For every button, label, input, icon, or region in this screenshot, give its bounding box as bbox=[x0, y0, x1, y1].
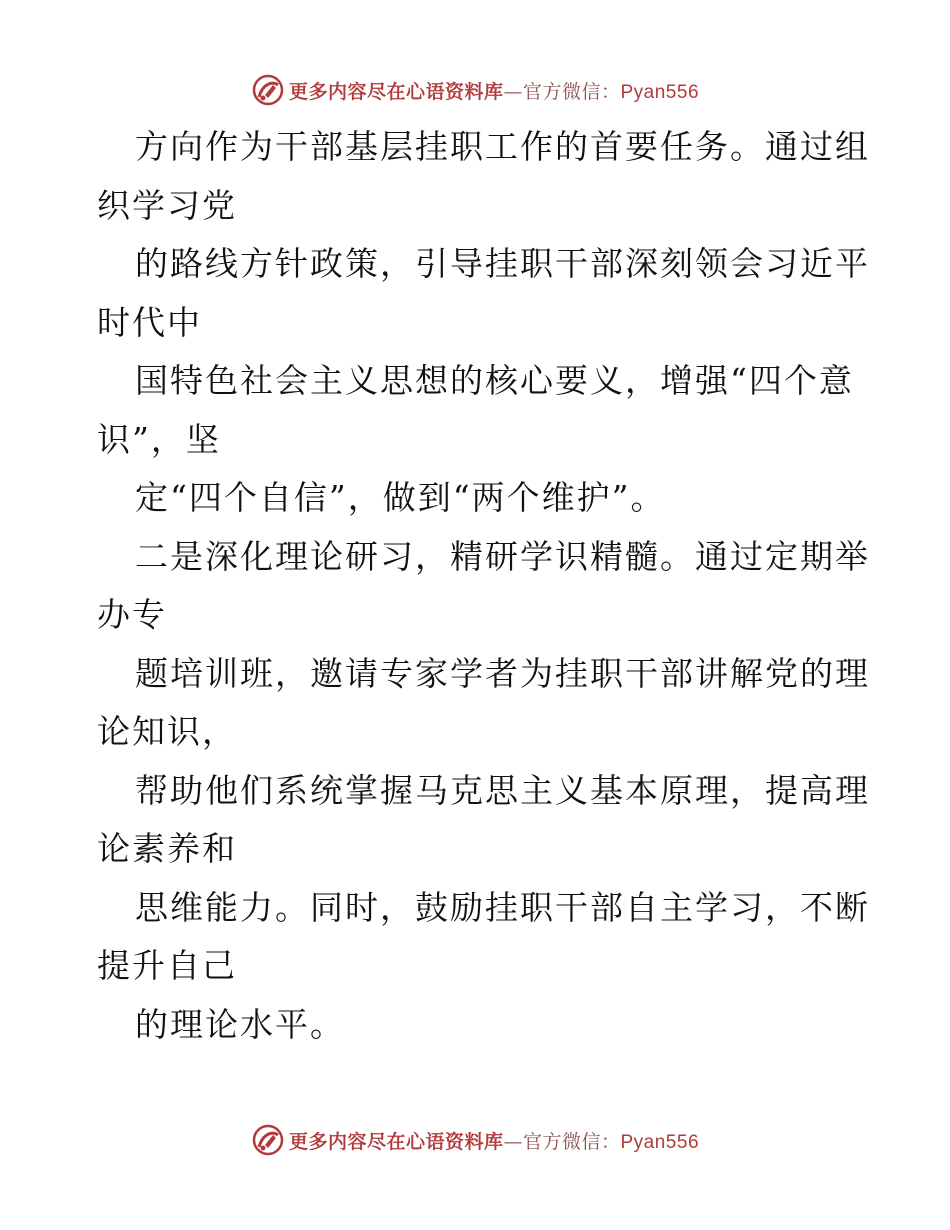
paragraph-line: 提升自己 bbox=[97, 946, 237, 985]
paragraph-line: 论知识， bbox=[97, 712, 237, 751]
paragraph-line: 国特色社会主义思想的核心要义，增强“四个意 bbox=[135, 361, 854, 400]
paragraph-line: 织学习党 bbox=[97, 185, 237, 225]
footer-banner-official: 官方微信： bbox=[522, 1130, 621, 1153]
paragraph-line: 论素养和 bbox=[97, 829, 237, 868]
paragraph-line: 时代中 bbox=[97, 302, 202, 342]
footer-banner bbox=[0, 1120, 950, 1160]
paragraph-line: 的路线方针政策，引导挂职干部深刻领会习近平 bbox=[135, 244, 870, 283]
paragraph-line: 二是深化理论研习，精研学识精髓。通过定期举 bbox=[135, 536, 870, 576]
paragraph-line: 方向作为干部基层挂职工作的首要任务。通过组 bbox=[135, 127, 870, 166]
paragraph-line: 的理论水平。 bbox=[135, 1004, 345, 1044]
logo-icon bbox=[251, 1123, 285, 1157]
header-banner bbox=[0, 70, 950, 110]
header-banner-official: 官方微信： bbox=[522, 80, 621, 103]
paragraph-line: 帮助他们系统掌握马克思主义基本原理，提高理 bbox=[135, 770, 870, 810]
footer-banner-wechat: Pyan556 bbox=[620, 1131, 700, 1153]
footer-banner-text bbox=[289, 1127, 699, 1154]
logo-icon bbox=[251, 73, 285, 107]
paragraph-line: 定“四个自信”，做到“两个维护”。 bbox=[135, 478, 666, 517]
paragraph-line: 识”，坚 bbox=[97, 419, 221, 459]
header-banner-separator: — bbox=[503, 80, 523, 103]
paragraph-line: 题培训班，邀请专家学者为挂职干部讲解党的理 bbox=[135, 653, 870, 693]
header-banner-text bbox=[289, 77, 699, 104]
paragraph-line: 办专 bbox=[97, 595, 167, 634]
paragraph-line: 思维能力。同时，鼓励挂职干部自主学习，不断 bbox=[135, 887, 870, 927]
header-banner-main: 更多内容尽在心语资料库 bbox=[288, 80, 504, 103]
header-banner-wechat: Pyan556 bbox=[620, 81, 700, 103]
footer-banner-main: 更多内容尽在心语资料库 bbox=[288, 1130, 504, 1153]
document-body bbox=[97, 118, 870, 1054]
footer-banner-separator: — bbox=[503, 1130, 523, 1153]
